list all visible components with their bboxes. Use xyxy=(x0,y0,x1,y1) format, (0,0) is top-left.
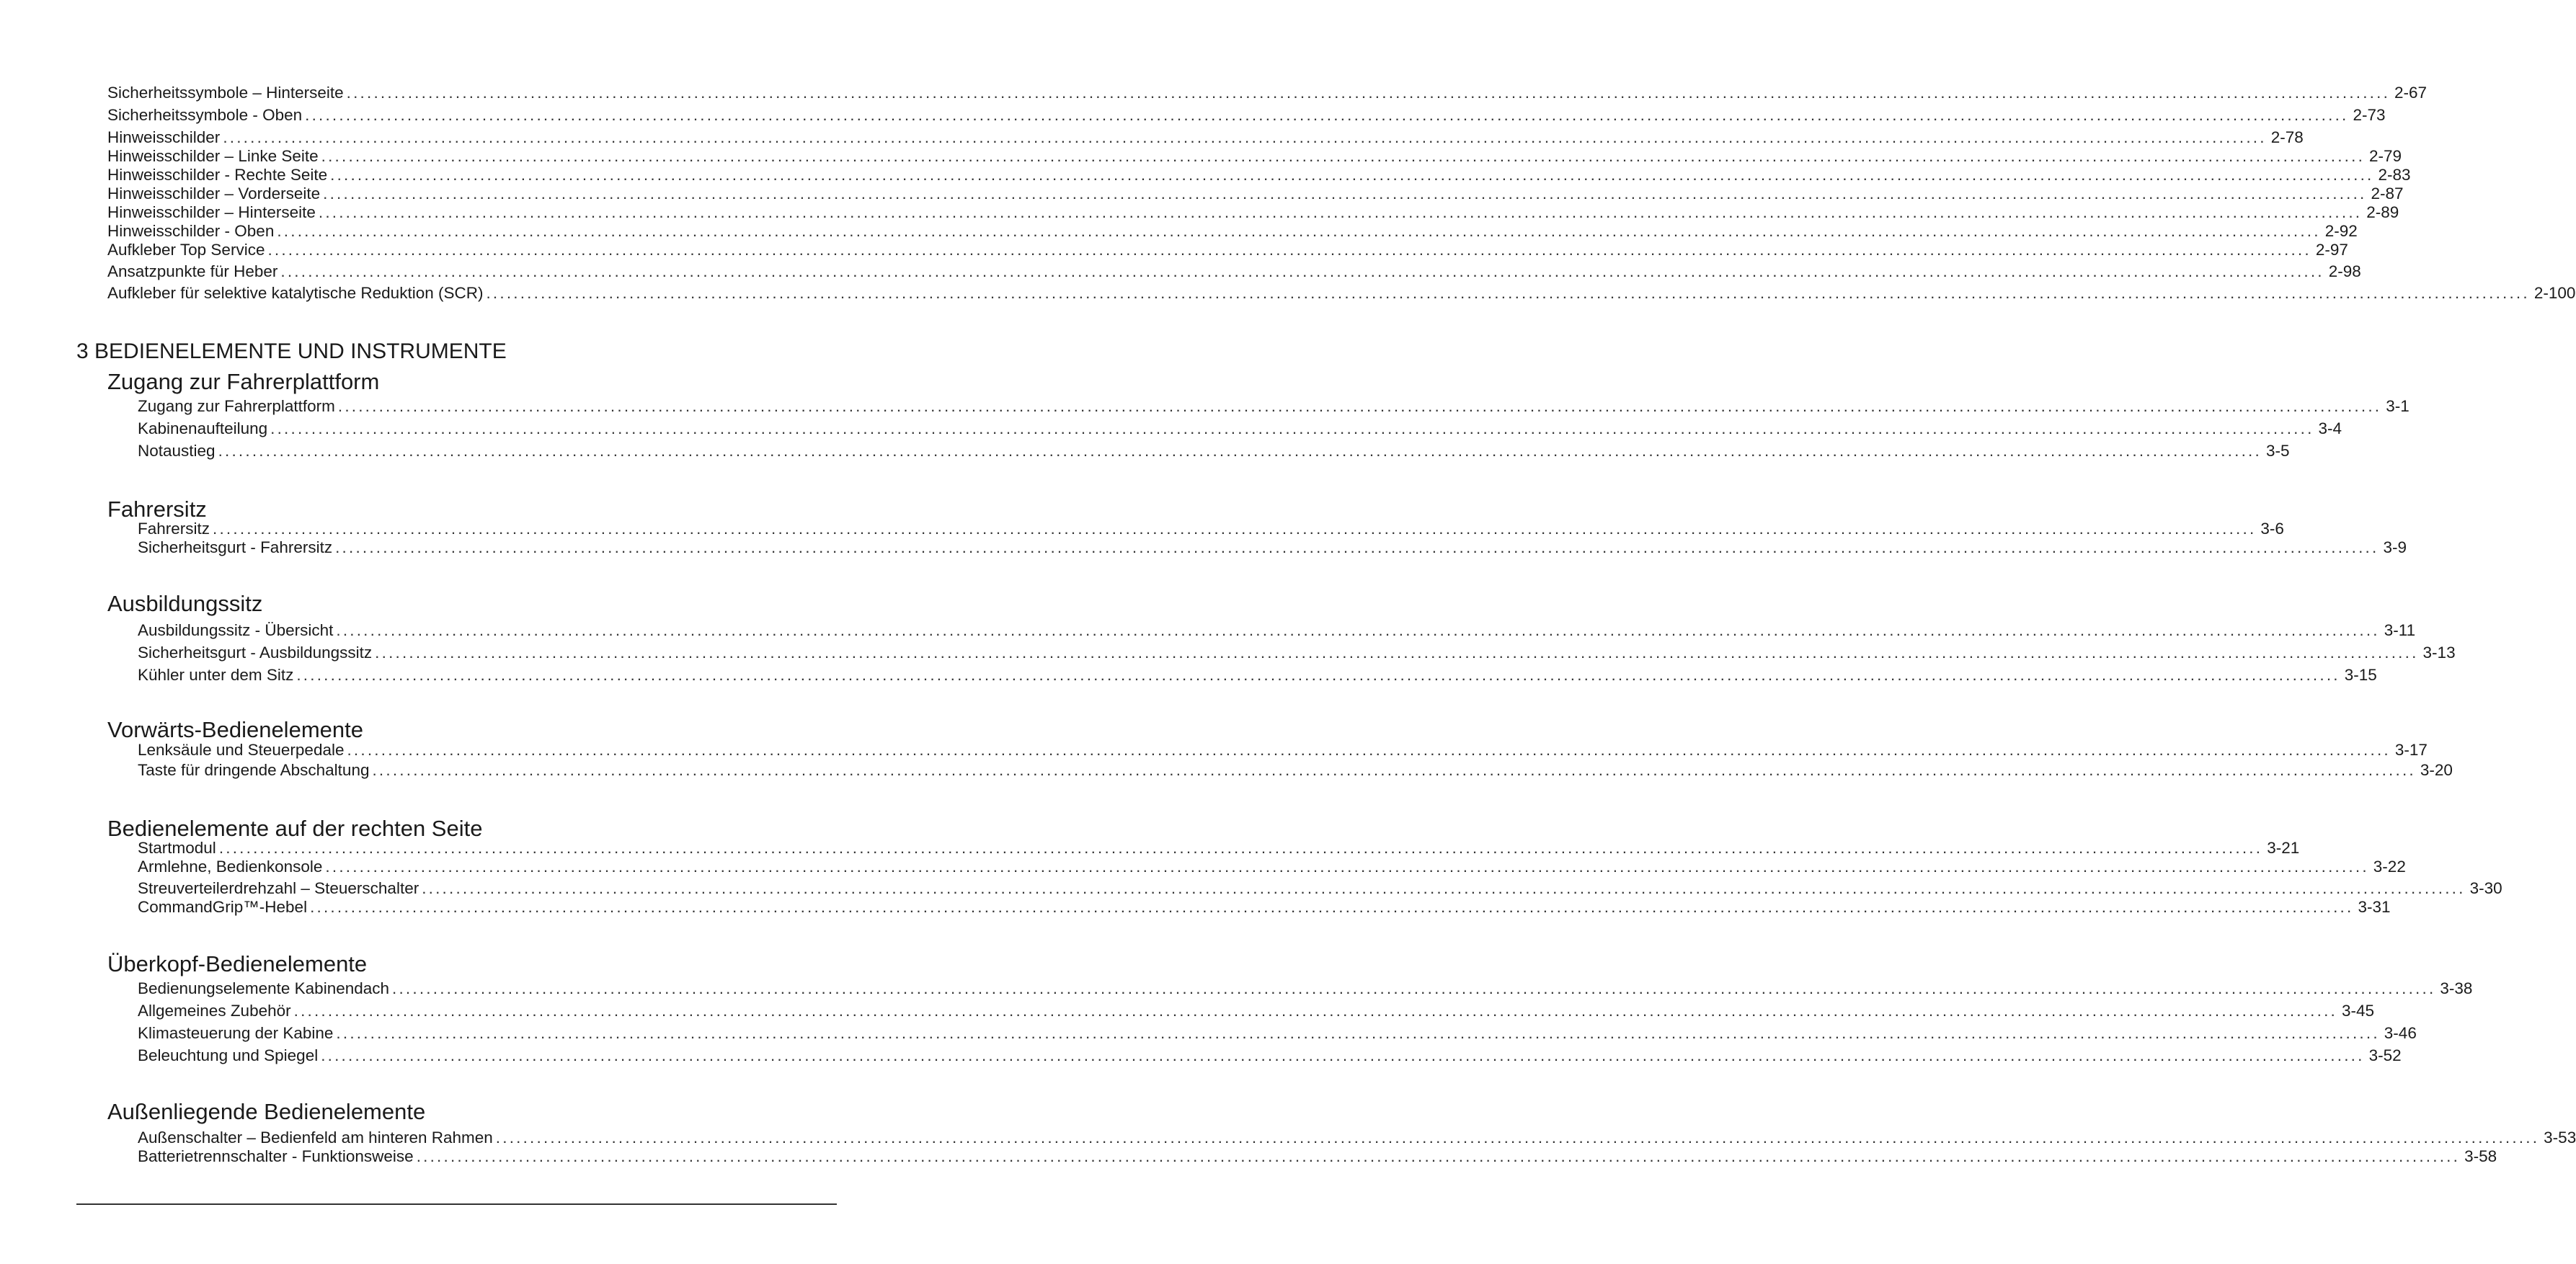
toc-entry[interactable] xyxy=(138,1023,2417,1043)
section-heading[interactable]: Vorwärts-Bedienelemente xyxy=(107,717,363,742)
toc-entry[interactable] xyxy=(138,857,2406,877)
toc-entry-label: CommandGrip™-Hebel xyxy=(138,898,308,916)
toc-entry-page: 2-83 xyxy=(2378,166,2411,184)
toc-entry-label: Armlehne, Bedienkonsole xyxy=(138,858,323,876)
dot-leader: ............................................................................................................................................................................................................................................................................................................ xyxy=(337,397,2382,415)
toc-entry[interactable] xyxy=(107,146,2402,166)
toc-entry-label: Sicherheitsgurt - Fahrersitz xyxy=(138,538,333,556)
toc-entry-label: Fahrersitz xyxy=(138,520,210,538)
toc-entry-page: 3-22 xyxy=(2373,858,2406,876)
dot-leader: ............................................................................................................................................................................................................................................................................................................ xyxy=(310,898,2354,916)
toc-entry-label: Ansatzpunkte für Heber xyxy=(107,262,278,280)
toc-entry[interactable] xyxy=(138,1046,2402,1066)
toc-entry-page: 2-78 xyxy=(2270,128,2304,146)
dot-leader: ............................................................................................................................................................................................................................................................................................................ xyxy=(330,166,2374,184)
toc-entry-label: Batterietrennschalter - Funktionsweise xyxy=(138,1147,414,1165)
toc-entry-page: 2-89 xyxy=(2366,203,2399,221)
toc-entry-label: Hinweisschilder xyxy=(107,128,221,146)
dot-leader: ............................................................................................................................................................................................................................................................................................................ xyxy=(325,858,2369,876)
dot-leader: ............................................................................................................................................................................................................................................................................................................ xyxy=(223,128,2267,146)
toc-entry-label: Kabinenaufteilung xyxy=(138,419,268,437)
toc-entry-page: 2-97 xyxy=(2315,241,2348,259)
section-heading[interactable]: Fahrersitz xyxy=(107,497,207,522)
toc-entry-page: 2-79 xyxy=(2369,147,2402,165)
toc-entry[interactable] xyxy=(138,1128,2576,1148)
toc-entry[interactable] xyxy=(138,396,2410,417)
section-heading[interactable]: Außenliegende Bedienelemente xyxy=(107,1099,426,1124)
toc-entry-page: 3-21 xyxy=(2267,839,2300,857)
dot-leader: ............................................................................................................................................................................................................................................................................................................ xyxy=(277,222,2321,240)
toc-entry-page: 3-6 xyxy=(2260,520,2284,538)
toc-entry[interactable] xyxy=(138,760,2453,780)
toc-entry[interactable] xyxy=(138,643,2456,663)
toc-entry[interactable] xyxy=(107,283,2576,303)
toc-entry-page: 3-13 xyxy=(2422,644,2456,662)
toc-entry-label: Klimasteuerung der Kabine xyxy=(138,1024,334,1042)
toc-entry-page: 3-4 xyxy=(2318,419,2342,437)
dot-leader: ............................................................................................................................................................................................................................................................................................................ xyxy=(318,203,2363,221)
dot-leader: ............................................................................................................................................................................................................................................................................................................ xyxy=(336,1024,2380,1042)
toc-entry-label: Zugang zur Fahrerplattform xyxy=(138,397,335,415)
toc-entry-page: 3-1 xyxy=(2386,397,2410,415)
toc-entry-label: Hinweisschilder – Linke Seite xyxy=(107,147,319,165)
dot-leader: ............................................................................................................................................................................................................................................................................................................ xyxy=(347,741,2391,759)
toc-entry[interactable] xyxy=(138,740,2428,760)
toc-entry-label: Hinweisschilder - Oben xyxy=(107,222,275,240)
toc-entry[interactable] xyxy=(138,1001,2375,1021)
toc-entry[interactable] xyxy=(138,419,2342,439)
dot-leader: ............................................................................................................................................................................................................................................................................................................ xyxy=(323,184,2367,202)
dot-leader: ............................................................................................................................................................................................................................................................................................................ xyxy=(218,839,2263,857)
toc-entry-label: Ausbildungssitz - Übersicht xyxy=(138,621,334,639)
toc-entry-label: Hinweisschilder – Hinterseite xyxy=(107,203,316,221)
section-heading[interactable]: Zugang zur Fahrerplattform xyxy=(107,369,380,394)
toc-entry[interactable] xyxy=(138,897,2391,917)
toc-entry-page: 3-9 xyxy=(2383,538,2407,556)
toc-entry-page: 3-45 xyxy=(2342,1002,2375,1020)
toc-entry[interactable] xyxy=(107,105,2386,125)
toc-entry-page: 3-5 xyxy=(2265,442,2290,460)
dot-leader: ............................................................................................................................................................................................................................................................................................................ xyxy=(335,538,2379,556)
footer-rule xyxy=(76,1203,837,1205)
toc-entry-label: Notaustieg xyxy=(138,442,216,460)
toc-entry-page: 2-73 xyxy=(2353,106,2386,124)
dot-leader: ............................................................................................................................................................................................................................................................................................................ xyxy=(346,84,2391,102)
dot-leader: ............................................................................................................................................................................................................................................................................................................ xyxy=(296,666,2340,684)
toc-entry-page: 3-52 xyxy=(2368,1046,2402,1064)
toc-entry[interactable] xyxy=(107,221,2358,241)
toc-entry[interactable] xyxy=(138,441,2290,461)
dot-leader: ............................................................................................................................................................................................................................................................................................................ xyxy=(392,979,2436,997)
toc-entry[interactable] xyxy=(138,979,2473,999)
section-heading[interactable]: Ausbildungssitz xyxy=(107,591,263,616)
dot-leader: ............................................................................................................................................................................................................................................................................................................ xyxy=(375,644,2419,662)
dot-leader: ............................................................................................................................................................................................................................................................................................................ xyxy=(270,419,2314,437)
section-heading[interactable]: Bedienelemente auf der rechten Seite xyxy=(107,816,483,841)
toc-entry[interactable] xyxy=(107,262,2361,282)
toc-entry-label: Außenschalter – Bedienfeld am hinteren Rahmen xyxy=(138,1129,493,1147)
toc-entry-page: 3-11 xyxy=(2384,621,2416,639)
dot-leader: ............................................................................................................................................................................................................................................................................................................ xyxy=(305,106,2349,124)
toc-entry-page: 3-58 xyxy=(2464,1147,2497,1165)
toc-entry[interactable] xyxy=(138,665,2377,685)
toc-entry-label: Aufkleber für selektive katalytische Reduktion (SCR) xyxy=(107,284,484,302)
toc-entry-page: 3-15 xyxy=(2344,666,2377,684)
toc-entry-label: Startmodul xyxy=(138,839,216,857)
toc-entry-label: Taste für dringende Abschaltung xyxy=(138,761,370,779)
dot-leader: ............................................................................................................................................................................................................................................................................................................ xyxy=(486,284,2530,302)
dot-leader: ............................................................................................................................................................................................................................................................................................................ xyxy=(321,147,2366,165)
toc-entry[interactable] xyxy=(138,519,2284,539)
dot-leader: ............................................................................................................................................................................................................................................................................................................ xyxy=(293,1002,2337,1020)
toc-entry-page: 3-38 xyxy=(2440,979,2473,997)
toc-entry-page: 3-53 xyxy=(2544,1129,2576,1147)
chapter-title[interactable]: 3 BEDIENELEMENTE UND INSTRUMENTE xyxy=(76,339,507,363)
dot-leader: ............................................................................................................................................................................................................................................................................................................ xyxy=(422,879,2466,897)
toc-entry[interactable] xyxy=(107,83,2428,103)
toc-entry[interactable] xyxy=(138,538,2407,558)
dot-leader: ............................................................................................................................................................................................................................................................................................................ xyxy=(213,520,2257,538)
toc-entry-page: 2-100 xyxy=(2533,284,2576,302)
toc-entry-label: Hinweisschilder - Rechte Seite xyxy=(107,166,328,184)
toc-entry-label: Beleuchtung und Spiegel xyxy=(138,1046,319,1064)
toc-entry-page: 3-17 xyxy=(2394,741,2428,759)
toc-entry-label: Aufkleber Top Service xyxy=(107,241,265,259)
toc-entry[interactable] xyxy=(138,620,2416,641)
toc-entry-page: 3-31 xyxy=(2358,898,2391,916)
toc-entry-label: Lenksäule und Steuerpedale xyxy=(138,741,345,759)
section-heading[interactable]: Überkopf-Bedienelemente xyxy=(107,951,368,976)
toc-entry-page: 3-30 xyxy=(2469,879,2502,897)
dot-leader: ............................................................................................................................................................................................................................................................................................................ xyxy=(267,241,2311,259)
toc-entry[interactable] xyxy=(138,838,2300,858)
dot-leader: ............................................................................................................................................................................................................................................................................................................ xyxy=(336,621,2380,639)
dot-leader: ............................................................................................................................................................................................................................................................................................................ xyxy=(321,1046,2365,1064)
dot-leader: ............................................................................................................................................................................................................................................................................................................ xyxy=(218,442,2262,460)
toc-entry[interactable] xyxy=(107,202,2399,223)
toc-entry-label: Streuverteilerdrehzahl – Steuerschalter xyxy=(138,879,419,897)
toc-entry-label: Sicherheitsgurt - Ausbildungssitz xyxy=(138,644,373,662)
toc-entry-page: 3-46 xyxy=(2384,1024,2417,1042)
toc-entry[interactable] xyxy=(107,128,2304,148)
toc-entry-label: Sicherheitssymbole – Hinterseite xyxy=(107,84,344,102)
toc-entry[interactable] xyxy=(107,240,2348,260)
toc-entry-label: Kühler unter dem Sitz xyxy=(138,666,294,684)
toc-entry-page: 2-98 xyxy=(2328,262,2361,280)
toc-entry[interactable] xyxy=(138,1147,2497,1167)
dot-leader: ............................................................................................................................................................................................................................................................................................................ xyxy=(416,1147,2461,1165)
dot-leader: ............................................................................................................................................................................................................................................................................................................ xyxy=(495,1129,2540,1147)
toc-entry[interactable] xyxy=(138,878,2502,899)
toc-entry-label: Bedienungselemente Kabinendach xyxy=(138,979,390,997)
toc-entry-label: Hinweisschilder – Vorderseite xyxy=(107,184,321,202)
toc-entry-page: 2-67 xyxy=(2394,84,2428,102)
dot-leader: ............................................................................................................................................................................................................................................................................................................ xyxy=(280,262,2324,280)
toc-entry-label: Allgemeines Zubehör xyxy=(138,1002,291,1020)
toc-entry-page: 3-20 xyxy=(2420,761,2453,779)
toc-entry-page: 2-87 xyxy=(2371,184,2404,202)
toc-entry[interactable] xyxy=(107,184,2404,204)
dot-leader: ............................................................................................................................................................................................................................................................................................................ xyxy=(372,761,2416,779)
toc-entry-page: 2-92 xyxy=(2324,222,2358,240)
toc-entry[interactable] xyxy=(107,165,2411,185)
toc-entry-label: Sicherheitssymbole - Oben xyxy=(107,106,303,124)
